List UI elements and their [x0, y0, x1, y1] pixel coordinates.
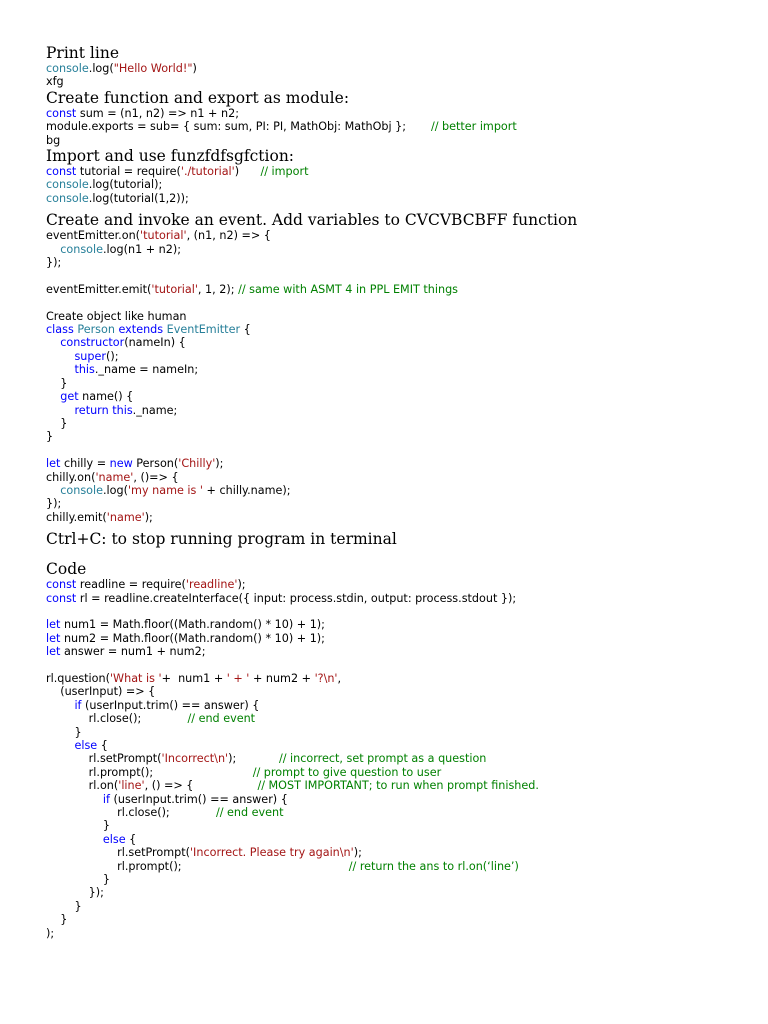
code-token-plain: { [97, 738, 108, 752]
code-token-plain: ); [228, 752, 279, 766]
code-token-str: 'What is ' [109, 671, 162, 685]
code-token-plain: , 1, 2); [197, 282, 239, 296]
code-token-plain: , (n1, n2) => { [186, 229, 271, 243]
code-token-plain: sum = (n1, n2) => n1 + n2; [76, 106, 239, 120]
code-line [46, 779, 746, 792]
code-token-plain: rl.setPrompt( [46, 752, 162, 766]
code-token-plain: chilly.emit( [46, 510, 107, 524]
code-line [46, 471, 746, 484]
code-token-plain: } [46, 913, 68, 927]
code-line [46, 618, 746, 631]
code-token-plain: chilly.on( [46, 470, 96, 484]
code-line [46, 739, 746, 752]
code-token-plain: ._name = nameIn; [94, 363, 199, 377]
code-token-str: '?\n' [314, 671, 338, 685]
code-line [46, 886, 746, 899]
spacer [46, 296, 746, 309]
spacer [46, 444, 746, 457]
code-line [46, 913, 746, 926]
code-token-plain: readline = require( [76, 578, 186, 592]
code-token-kw: new [109, 457, 133, 471]
code-token-plain: rl.close(); [46, 712, 188, 726]
code-token-plain: Ctrl+C: to stop running program in terminal [46, 530, 397, 549]
code-token-plain: + num2 + [249, 671, 315, 685]
code-line [46, 632, 746, 645]
code-token-str: 'tutorial' [151, 282, 198, 296]
code-line [46, 578, 746, 591]
code-token-plain: .log( [88, 62, 114, 75]
code-token-plain: (nameIn) { [124, 336, 186, 350]
code-token-plain: xfg [46, 75, 64, 89]
section-heading [46, 89, 746, 107]
code-token-plain: ); [215, 457, 224, 471]
code-token-plain: .log(n1 + n2); [103, 242, 182, 256]
code-token-str: 'line' [118, 779, 145, 793]
code-token-cm: // incorrect, set prompt as a question [278, 752, 487, 766]
code-token-plain: rl.on( [46, 779, 119, 793]
code-line [46, 417, 746, 430]
code-token-kw: return [74, 403, 109, 417]
code-line [46, 497, 746, 510]
code-token-plain [46, 350, 74, 363]
code-line [46, 336, 746, 349]
code-token-plain: rl.setPrompt( [46, 846, 190, 860]
code-token-str: 'Incorrect\n' [161, 752, 229, 766]
code-token-plain [46, 404, 74, 417]
code-token-plain: .log(tutorial(1,2)); [88, 191, 189, 205]
code-token-plain: ) [234, 165, 261, 179]
code-line [46, 712, 746, 725]
code-token-cm: // return the ans to rl.on(‘line’) [348, 859, 519, 873]
code-token-plain: rl = readline.createInterface({ input: process.stdin, output: process.stdout }); [76, 591, 517, 605]
code-token-fn: console [60, 483, 103, 497]
code-token-plain [46, 699, 74, 712]
code-line [46, 404, 746, 417]
code-token-kw: super [74, 349, 106, 363]
code-token-plain [46, 793, 103, 806]
code-token-cm: // end event [187, 712, 256, 726]
code-token-str: 'my name is ' [127, 483, 203, 497]
code-token-cm: // end event [215, 806, 284, 820]
code-token-plain: + chilly.name); [203, 483, 291, 497]
code-token-plain: (userInput) => { [46, 685, 156, 699]
code-token-kw: this [74, 363, 95, 377]
code-token-kw: const [46, 591, 77, 605]
code-token-plain: ); [353, 846, 362, 860]
code-token-kw: let [46, 618, 61, 632]
code-token-plain: rl.prompt(); [46, 765, 253, 779]
code-line [46, 699, 746, 712]
code-line [46, 107, 746, 120]
code-token-str: 'tutorial' [140, 229, 187, 243]
code-token-str: 'Incorrect. Please try again\n' [189, 846, 354, 860]
code-token-plain: name() { [78, 390, 134, 404]
code-line [46, 350, 746, 363]
code-line [46, 283, 746, 296]
code-token-fn: EventEmitter [166, 323, 241, 337]
code-token-plain: , () => { [144, 779, 258, 793]
code-token-plain: bg [46, 133, 61, 147]
spacer [46, 659, 746, 672]
code-token-plain: } [46, 873, 111, 887]
spacer [46, 605, 746, 618]
code-token-kw: else [102, 832, 126, 846]
code-line [46, 672, 746, 685]
code-token-plain: (userInput.trim() == answer) { [109, 792, 288, 806]
code-token-str: 'readline' [185, 578, 238, 592]
code-line [46, 390, 746, 403]
code-token-plain: ); [144, 510, 153, 524]
code-token-plain: rl.prompt(); [46, 859, 349, 873]
code-token-plain [46, 243, 60, 256]
code-token-plain [46, 336, 60, 349]
code-token-str: 'Chilly' [178, 457, 216, 471]
code-token-plain: .log( [103, 483, 128, 497]
code-line [46, 752, 746, 765]
code-line [46, 178, 746, 191]
code-token-kw: const [46, 165, 77, 179]
code-token-kw: let [46, 631, 61, 645]
code-token-kw: let [46, 457, 61, 471]
code-token-plain: } [46, 725, 82, 739]
code-token-kw: if [74, 698, 82, 712]
section-heading [46, 560, 746, 578]
code-token-plain [46, 484, 60, 497]
code-line [46, 323, 746, 336]
code-token-str: 'name' [106, 510, 145, 524]
code-token-kw: get [60, 390, 79, 404]
code-token-plain: eventEmitter.emit( [46, 282, 152, 296]
code-token-kw: let [46, 645, 61, 659]
code-line [46, 120, 746, 133]
code-line [46, 363, 746, 376]
code-token-plain: ) [192, 62, 197, 75]
code-token-plain: }); [46, 256, 62, 270]
code-line [46, 927, 746, 940]
code-line [46, 846, 746, 859]
code-token-plain: + num1 + [161, 671, 227, 685]
code-token-plain [46, 390, 60, 403]
code-token-kw: class [46, 323, 74, 337]
code-token-plain [46, 833, 103, 846]
code-line [46, 430, 746, 443]
code-token-plain: } [46, 430, 54, 444]
code-token-plain: Import and use funzfdfsgfction: [46, 147, 295, 166]
section-heading [46, 530, 746, 548]
code-token-fn: console [46, 178, 89, 192]
section-heading [46, 211, 746, 229]
code-token-kw: else [74, 738, 98, 752]
code-token-plain: (userInput.trim() == answer) { [81, 698, 260, 712]
code-token-kw: constructor [60, 336, 125, 350]
code-line [46, 592, 746, 605]
code-token-fn: console [46, 62, 89, 75]
code-token-plain: Create and invoke an event. Add variables to CVCVBCBFF function [46, 211, 578, 230]
code-token-fn: console [60, 242, 103, 256]
code-token-plain: Create object like human [46, 309, 187, 323]
code-line [46, 766, 746, 779]
code-token-plain: answer = num1 + num2; [60, 645, 206, 659]
code-token-plain [46, 363, 74, 376]
code-token-plain: chilly = [60, 457, 110, 471]
code-line [46, 457, 746, 470]
code-line [46, 793, 746, 806]
code-token-fn: Person [77, 323, 115, 337]
code-line [46, 134, 746, 147]
section-heading [46, 147, 746, 165]
code-token-cm: // MOST IMPORTANT; to run when prompt finished. [257, 779, 539, 793]
code-token-plain: .log(tutorial); [88, 178, 163, 192]
code-token-plain: eventEmitter.on( [46, 229, 141, 243]
code-line [46, 685, 746, 698]
code-token-kw: extends [118, 323, 164, 337]
code-line [46, 165, 746, 178]
code-token-plain: ._name; [132, 403, 178, 417]
code-line [46, 860, 746, 873]
code-token-plain: rl.question( [46, 671, 110, 685]
code-line [46, 192, 746, 205]
code-token-plain: ); [46, 926, 55, 940]
code-token-plain: , [337, 671, 342, 685]
code-line [46, 511, 746, 524]
code-line [46, 645, 746, 658]
code-line [46, 726, 746, 739]
code-token-cm: // import [260, 165, 309, 179]
code-token-plain [46, 739, 74, 752]
code-line [46, 377, 746, 390]
code-token-str: ' + ' [226, 671, 250, 685]
code-line [46, 484, 746, 497]
code-line [46, 833, 746, 846]
code-token-plain: Person( [132, 457, 179, 471]
code-line [46, 310, 746, 323]
document-page [46, 44, 746, 940]
code-line [46, 819, 746, 832]
code-token-plain: } [46, 416, 68, 430]
code-token-kw: const [46, 106, 77, 120]
code-line [46, 873, 746, 886]
code-token-plain: rl.close(); [46, 806, 216, 820]
code-token-fn: console [46, 191, 89, 205]
code-token-plain: { [240, 323, 251, 337]
code-token-plain: } [46, 899, 82, 913]
code-line [46, 900, 746, 913]
code-token-plain: }); [46, 497, 62, 511]
code-token-plain: Create function and export as module: [46, 88, 350, 107]
code-token-kw: if [102, 792, 110, 806]
code-line [46, 62, 746, 75]
code-token-cm: // prompt to give question to user [252, 765, 442, 779]
code-token-plain: Code [46, 560, 87, 579]
code-line [46, 256, 746, 269]
code-token-plain: Print line [46, 44, 120, 62]
code-token-str: "Hello World!" [113, 62, 193, 75]
code-token-plain: (); [105, 349, 119, 363]
code-token-plain: } [46, 376, 68, 390]
code-token-plain: num2 = Math.floor((Math.random() * 10) + 1); [60, 631, 325, 645]
code-token-plain: }); [46, 886, 104, 900]
code-token-plain: , ()=> { [133, 470, 179, 484]
code-token-cm: // better import [430, 120, 517, 134]
code-token-plain: ); [237, 578, 246, 592]
code-token-str: 'name' [95, 470, 134, 484]
section-heading [46, 44, 746, 62]
code-token-kw: this [112, 403, 133, 417]
code-line [46, 229, 746, 242]
code-token-plain: module.exports = sub= { sum: sum, PI: PI, MathObj: MathObj }; [46, 120, 431, 134]
code-token-kw: const [46, 578, 77, 592]
code-line [46, 243, 746, 256]
code-token-plain: num1 = Math.floor((Math.random() * 10) + 1); [60, 618, 325, 632]
code-line [46, 75, 746, 88]
code-line [46, 806, 746, 819]
code-token-plain: { [125, 832, 137, 846]
spacer [46, 269, 746, 282]
code-token-cm: // same with ASMT 4 in PPL EMIT things [238, 282, 458, 296]
code-token-plain: tutorial = require( [76, 165, 181, 179]
code-token-str: './tutorial' [180, 165, 235, 179]
code-token-plain: } [46, 819, 111, 833]
